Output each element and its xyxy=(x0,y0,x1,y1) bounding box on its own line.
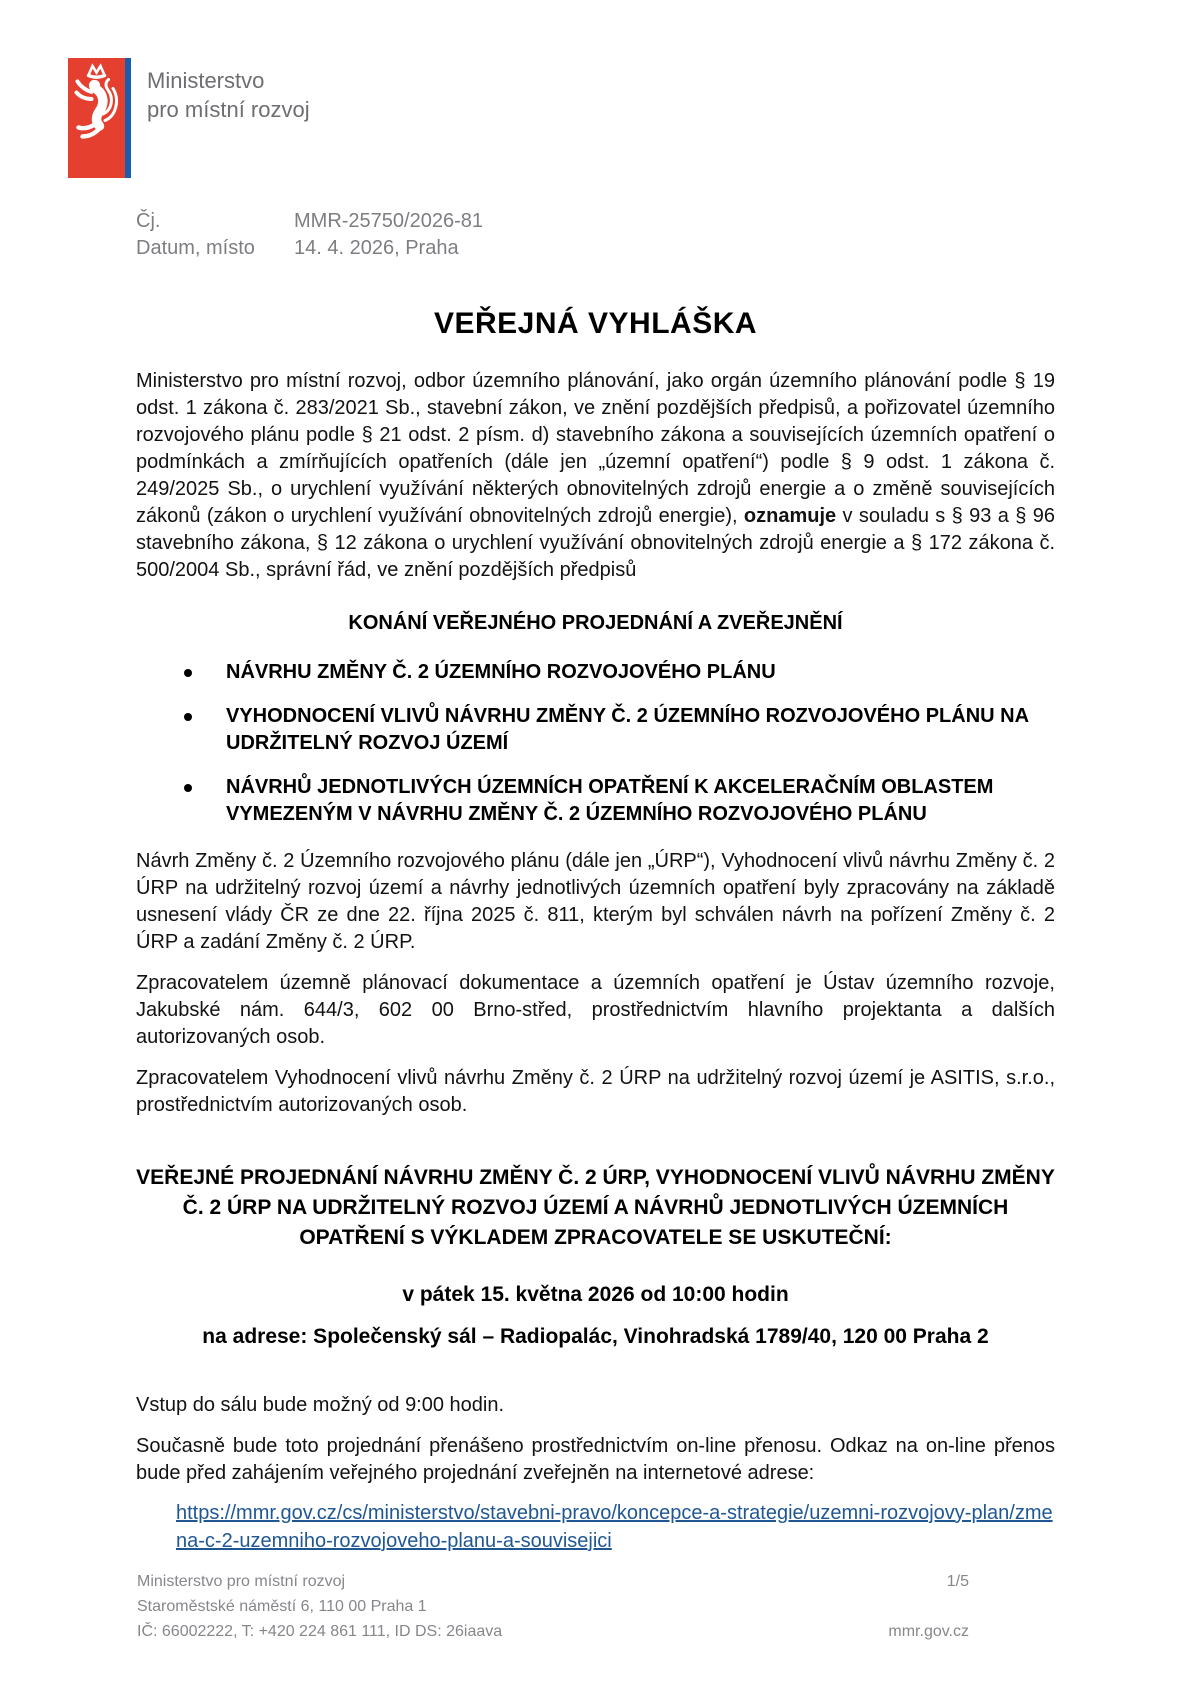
document-header xyxy=(68,58,1055,178)
date-place-label: Datum, místo xyxy=(136,237,255,259)
page-number: 1/5 xyxy=(946,1573,969,1590)
paragraph-plan-basis: Návrh Změny č. 2 Územního rozvojového plánu (dále jen „ÚRP“), Vyhodnocení vlivů návrhu Změny č. 2 ÚRP na udržitelný rozvoj území a návrhy jednotlivých územních opatření byly zpracovány na základě usnesení vlády ČR ze dne 22. října 2025 č. 811, kterým byl schválen návrh na pořízení Změny č. 2 ÚRP a zadání Změny č. 2 ÚRP. xyxy=(136,850,1055,953)
reference-number-value: MMR-25750/2026-81 xyxy=(294,210,483,232)
bullet-icon xyxy=(184,784,192,792)
page-title: VEŘEJNÁ VYHLÁŠKA xyxy=(433,307,758,340)
reference-number-row xyxy=(136,208,1055,235)
document-meta xyxy=(136,208,1055,262)
online-stream-link[interactable]: https://mmr.gov.cz/cs/ministerstvo/stavebni-pravo/koncepce-a-strategie/uzemni-rozvojovy-plan/zmena-c-2-uzemniho-rozvojoveho-planu-a-souvisejici xyxy=(176,1502,1053,1552)
list-item xyxy=(136,774,1055,828)
intro-paragraph xyxy=(136,368,1055,584)
footer-page-block xyxy=(888,1569,969,1644)
footer-org-name: Ministerstvo pro místní rozvoj xyxy=(137,1573,346,1590)
ministry-name-line2: pro místní rozvoj xyxy=(147,97,310,122)
intro-text-before: Ministerstvo pro místní rozvoj, odbor územního plánování, jako orgán územního plánování podle § 19 odst. 1 zákona č. 283/2021 Sb., stavební zákon, ve znění pozdějších předpisů, a pořizovatel územního rozvojového plánu podle § 21 odst. 2 písm. d) stavebního zákona a souvisejících územních opatření o podmínkách a zmírňujících opatřeních (dále jen „územní opatření“) podle § 9 odst. 1 zákona č. 249/2025 Sb., o urychlení využívání některých obnovitelných zdrojů energie a o změně souvisejících zákonů (zákon o urychlení využívání obnovitelných zdrojů energie), xyxy=(136,370,1055,527)
list-item xyxy=(136,659,1055,686)
page-footer xyxy=(137,1569,969,1644)
logo-blue-stripe xyxy=(125,58,131,178)
intro-text-after: v souladu s § 93 a § 96 stavebního zákona, § 12 zákona o urychlení využívání obnovitelných zdrojů energie a § 172 zákona č. 500/2004 Sb., správní řád, ve znění pozdějších předpisů xyxy=(136,505,1055,581)
ministry-logo xyxy=(68,58,131,178)
reference-number-label: Čj. xyxy=(136,210,161,232)
footer-website: mmr.gov.cz xyxy=(888,1623,969,1640)
list-item-text: NÁVRHU ZMĚNY Č. 2 ÚZEMNÍHO ROZVOJOVÉHO PLÁNU xyxy=(226,661,776,683)
ministry-name-line1: Ministerstvo xyxy=(147,68,265,93)
hearing-subject-list xyxy=(136,659,1055,828)
paragraph-documentation-author: Zpracovatelem územně plánovací dokumentace a územních opatření je Ústav územního rozvoje, Jakubské nám. 644/3, 602 00 Brno-střed, prostřednictvím hlavního projektanta a dalších autorizovaných osob. xyxy=(136,972,1055,1048)
list-item xyxy=(136,703,1055,757)
footer-org-contact: IČ: 66002222, T: +420 224 861 111, ID DS: 26iaava xyxy=(137,1623,503,1640)
date-place-row xyxy=(136,235,1055,262)
online-stream-link-wrap xyxy=(176,1499,1055,1555)
hearing-address-line: na adrese: Společenský sál – Radiopalác, Vinohradská 1789/40, 120 00 Praha 2 xyxy=(202,1325,989,1348)
list-item-text: VYHODNOCENÍ VLIVŮ NÁVRHU ZMĚNY Č. 2 ÚZEMNÍHO ROZVOJOVÉHO PLÁNU NA UDRŽITELNÝ ROZVOJ ÚZEMÍ xyxy=(226,705,1029,754)
ministry-name xyxy=(147,66,310,124)
online-stream-paragraph: Současně bude toto projednání přenášeno prostřednictvím on-line přenosu. Odkaz na on-line přenos bude před zahájením veřejného projednání zveřejněn na internetové adrese: xyxy=(136,1435,1055,1484)
footer-org-address: Staroměstské náměstí 6, 110 00 Praha 1 xyxy=(137,1598,427,1615)
date-place-value: 14. 4. 2026, Praha xyxy=(294,237,459,259)
bullet-icon xyxy=(184,713,192,721)
hearing-date-line: v pátek 15. května 2026 od 10:00 hodin xyxy=(402,1283,789,1306)
footer-org-block xyxy=(137,1569,502,1644)
czech-lion-icon xyxy=(68,62,125,174)
public-hearing-heading: VEŘEJNÉ PROJEDNÁNÍ NÁVRHU ZMĚNY Č. 2 ÚRP, VYHODNOCENÍ VLIVŮ NÁVRHU ZMĚNY Č. 2 ÚRP NA UDRŽITELNÝ ROZVOJ ÚZEMÍ A NÁVRHŮ JEDNOTLIVÝCH ÚZEMNÍCH OPATŘENÍ S VÝKLADEM ZPRACOVATELE SE USKUTEČNÍ: xyxy=(136,1166,1055,1249)
section-heading: KONÁNÍ VEŘEJNÉHO PROJEDNÁNÍ A ZVEŘEJNĚNÍ xyxy=(348,612,843,634)
entry-note: Vstup do sálu bude možný od 9:00 hodin. xyxy=(136,1394,505,1416)
intro-bold-word: oznamuje xyxy=(743,505,837,527)
list-item-text: NÁVRHŮ JEDNOTLIVÝCH ÚZEMNÍCH OPATŘENÍ K AKCELERAČNÍM OBLASTEM VYMEZENÝM V NÁVRHU ZMĚNY Č. 2 ÚZEMNÍHO ROZVOJOVÉHO PLÁNU xyxy=(226,776,994,825)
paragraph-assessment-author: Zpracovatelem Vyhodnocení vlivů návrhu Změny č. 2 ÚRP na udržitelný rozvoj území je ASITIS, s.r.o., prostřednictvím autorizovaných osob. xyxy=(136,1067,1055,1116)
bullet-icon xyxy=(184,669,192,677)
